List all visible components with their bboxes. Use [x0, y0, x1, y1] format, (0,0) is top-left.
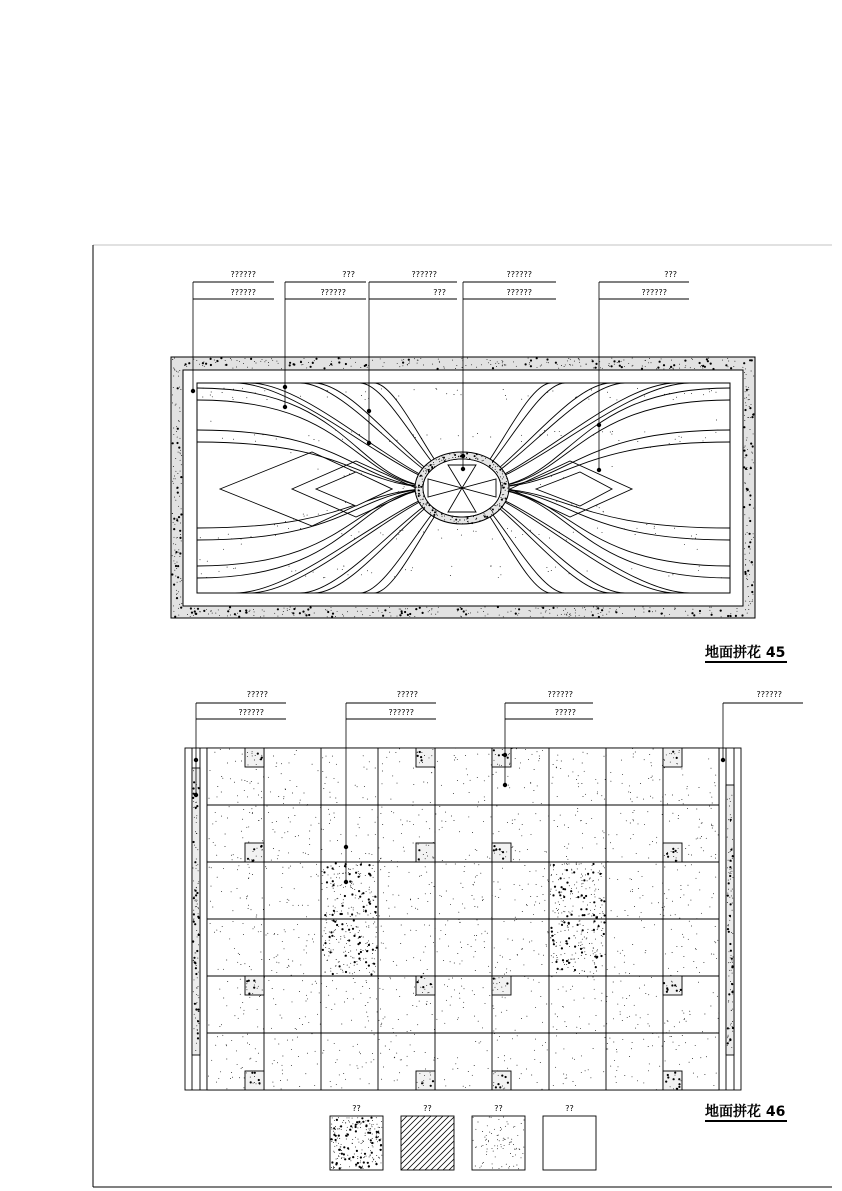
legend-swatch-2 [401, 1104, 454, 1170]
label-5-bottom: ?????? [641, 288, 667, 297]
material-legend [330, 1104, 596, 1170]
label-1-top: ?????? [230, 270, 256, 279]
label-46-2-bottom: ?????? [388, 708, 414, 717]
label-3-top: ?????? [411, 270, 437, 279]
floor-medallion-drawing-45 [171, 270, 787, 662]
legend-label-4: ?? [565, 1104, 574, 1113]
drawing-45-title: 地面拼花 45 [705, 645, 786, 661]
label-5-top: ??? [664, 270, 677, 279]
legend-label-1: ?? [352, 1104, 361, 1113]
legend-swatch-3 [472, 1104, 525, 1170]
legend-swatch-4 [543, 1104, 596, 1170]
label-46-1-bottom: ?????? [238, 708, 264, 717]
label-2-top: ??? [342, 270, 355, 279]
tile-grid [207, 748, 720, 1091]
label-2-bottom: ?????? [320, 288, 346, 297]
label-3-bottom: ??? [433, 288, 446, 297]
drawing-46-title: 地面拼花 46 [705, 1104, 786, 1120]
label-46-2-top: ????? [396, 690, 418, 699]
label-46-1-top: ????? [246, 690, 268, 699]
legend-label-2: ?? [423, 1104, 432, 1113]
legend-label-3: ?? [494, 1104, 503, 1113]
label-46-3-top: ?????? [547, 690, 573, 699]
label-texts [231, 270, 677, 297]
central-medallion [415, 452, 510, 524]
legend-swatch-1 [330, 1104, 383, 1170]
label-rules-46 [196, 703, 803, 719]
label-texts-46 [239, 690, 782, 717]
floor-grid-drawing-46 [185, 690, 803, 1170]
label-4-bottom: ?????? [506, 288, 532, 297]
label-4-top: ?????? [506, 270, 532, 279]
label-46-4-top: ?????? [756, 690, 782, 699]
label-46-3-bottom: ????? [554, 708, 576, 717]
leader-lines [191, 282, 601, 472]
label-1-bottom: ?????? [230, 288, 256, 297]
